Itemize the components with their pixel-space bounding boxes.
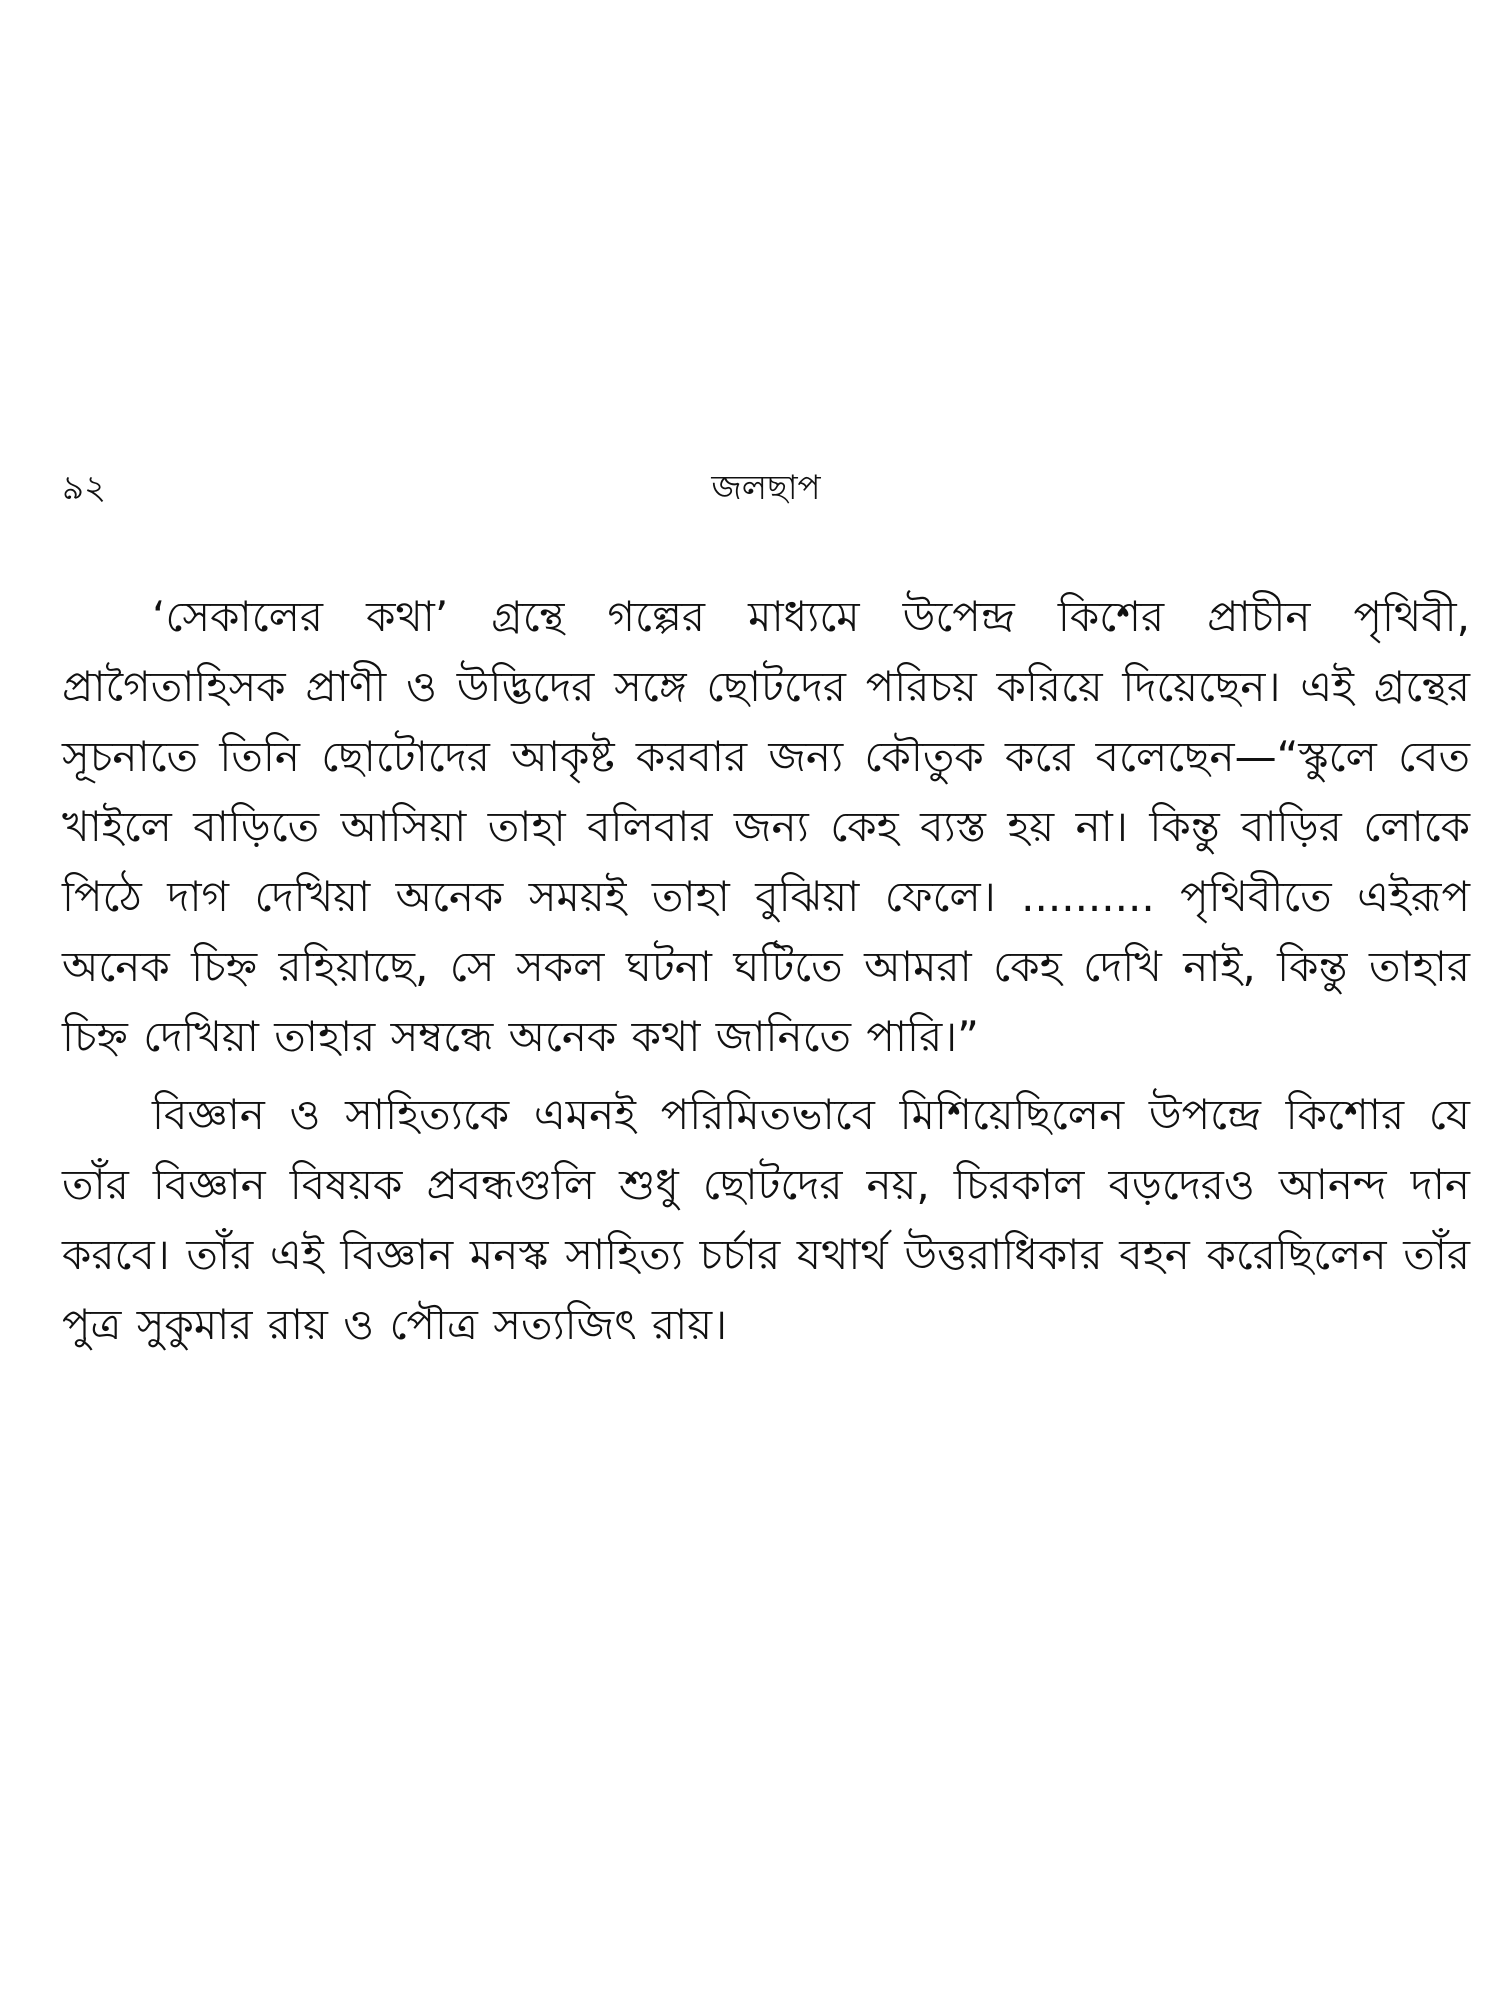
page-header — [62, 458, 1470, 518]
paragraph-2: বিজ্ঞান ও সাহিত্যকে এমনই পরিমিতভাবে মিশিয়েছিলেন উপন্দ্রে কিশোর যে তাঁর বিজ্ঞান বিষয়ক প্রবন্ধগুলি শুধু ছোটদের নয়, চিরকাল বড়দেরও আনন্দ দান করবে। তাঁর এই বিজ্ঞান মনস্ক সাহিত্য চর্চার যথার্থ উত্তরাধিকার বহন করেছিলেন তাঁর পুত্র সুকুমার রায় ও পৌত্র সত্যজিৎ রায়। — [62, 1090, 1470, 1349]
page-number: ৯২ — [62, 468, 107, 508]
body-text — [62, 582, 1470, 1368]
paragraph-1: ‘সেকালের কথা’ গ্রন্থে গল্পের মাধ্যমে উপেন্দ্র কিশের প্রাচীন পৃথিবী, প্রাগৈতাহিসক প্রাণী ও উদ্ভিদের সঙ্গে ছোটদের পরিচয় করিয়ে দিয়েছেন। এই গ্রন্থের সূচনাতে তিনি ছোটোদের আকৃষ্ট করবার জন্য কৌতুক করে বলেছেন—“স্কুলে বেত খাইলে বাড়িতে আসিয়া তাহা বলিবার জন্য কেহ ব্যস্ত হয় না। কিন্তু বাড়ির লোকে পিঠে দাগ দেখিয়া অনেক সময়ই তাহা বুঝিয়া ফেলে। .......... পৃথিবীতে এইরূপ অনেক চিহ্ন রহিয়াছে, সে সকল ঘটনা ঘটিতে আমরা কেহ দেখি নাই, কিন্তু তাহার চিহ্ন দেখিয়া তাহার সম্বন্ধে অনেক কথা জানিতে পারি।” — [62, 592, 1470, 1061]
running-title: জলছাপ — [711, 468, 821, 508]
